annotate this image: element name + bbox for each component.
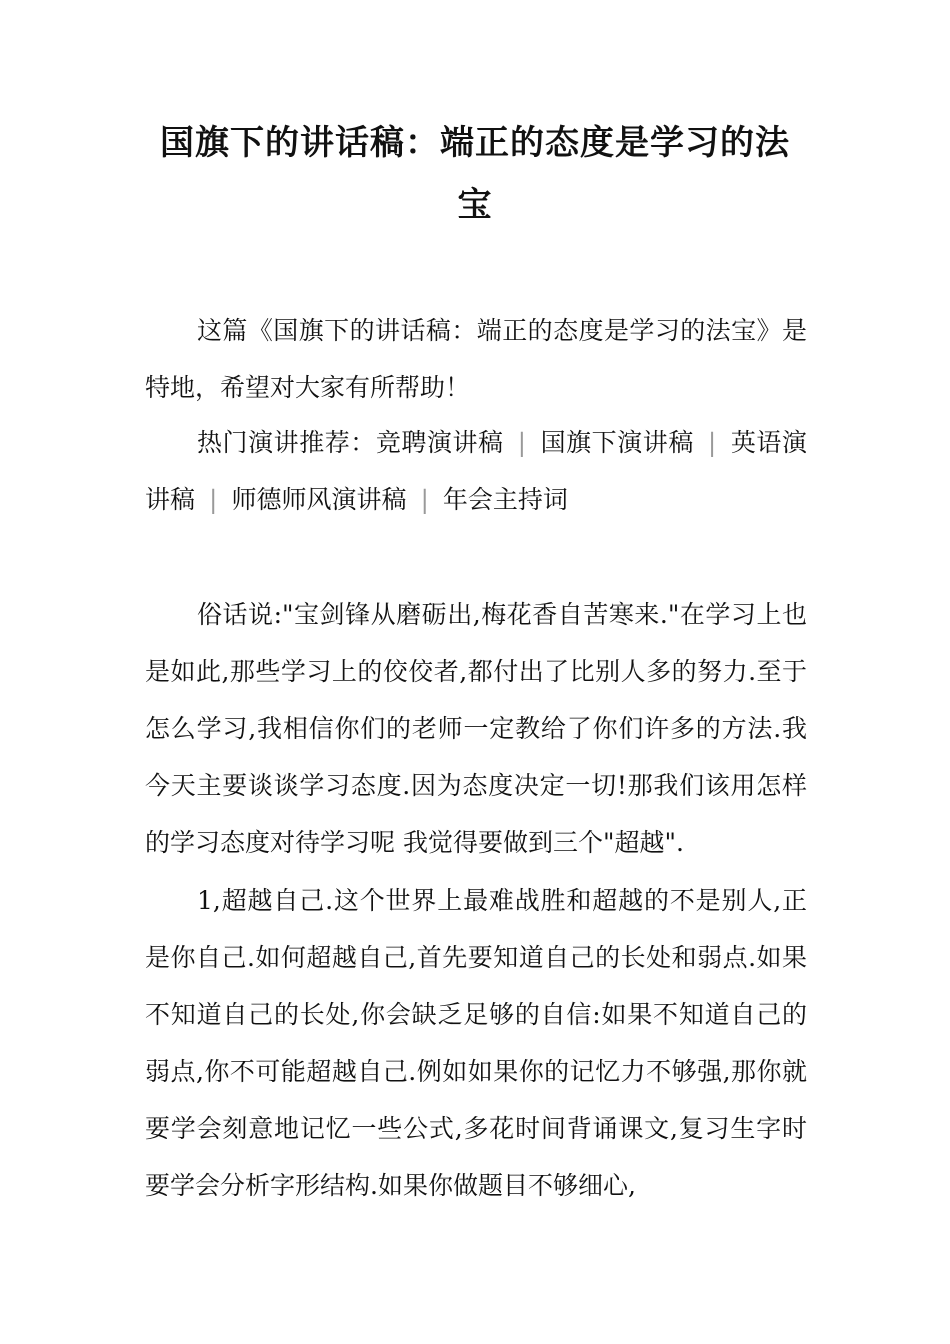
separator: |: [707, 428, 717, 457]
separator: |: [517, 428, 527, 457]
hot-link-jingpin[interactable]: 竞聘演讲稿: [375, 428, 504, 457]
hot-speeches-paragraph: [145, 414, 807, 528]
hot-speeches-label: 热门演讲推荐：: [197, 428, 376, 457]
intro-paragraph: 这篇《国旗下的讲话稿：端正的态度是学习的法宝》是特地，希望对大家有所帮助！: [145, 316, 807, 402]
hot-link-shide[interactable]: 师德师风演讲稿: [231, 485, 407, 514]
quote-paragraph: 俗话说:"宝剑锋从磨砺出,梅花香自苦寒来."在学习上也是如此,那些学习上的佼佼者,都付出了比别人多的努力.至于怎么学习,我相信你们的老师一定教给了你们许多的方法.我今天主要谈谈学习态度.因为态度决定一切!那我们该用怎样的学习态度对待学习呢 我觉得要做到三个"超越".: [145, 600, 807, 857]
hot-link-guoqixia[interactable]: 国旗下演讲稿: [540, 428, 694, 457]
document-title: 国旗下的讲话稿：端正的态度是学习的法宝: [160, 123, 790, 225]
separator: |: [209, 485, 218, 514]
point-one-paragraph: 1,超越自己.这个世界上最难战胜和超越的不是别人,正是你自己.如何超越自己,首先要知道自己的长处和弱点.如果不知道自己的长处,你会缺乏足够的自信:如果不知道自己的弱点,你不可能超越自己.例如如果你的记忆力不够强,那你就要学会刻意地记忆一些公式,多花时间背诵课文,复习生字时要学会分析字形结构.如果你做题目不够细心,: [145, 886, 807, 1200]
hot-link-yingyu[interactable]: 英语演讲稿: [145, 428, 807, 514]
hot-link-nianhui[interactable]: 年会主持词: [442, 485, 568, 514]
separator: |: [420, 485, 429, 514]
